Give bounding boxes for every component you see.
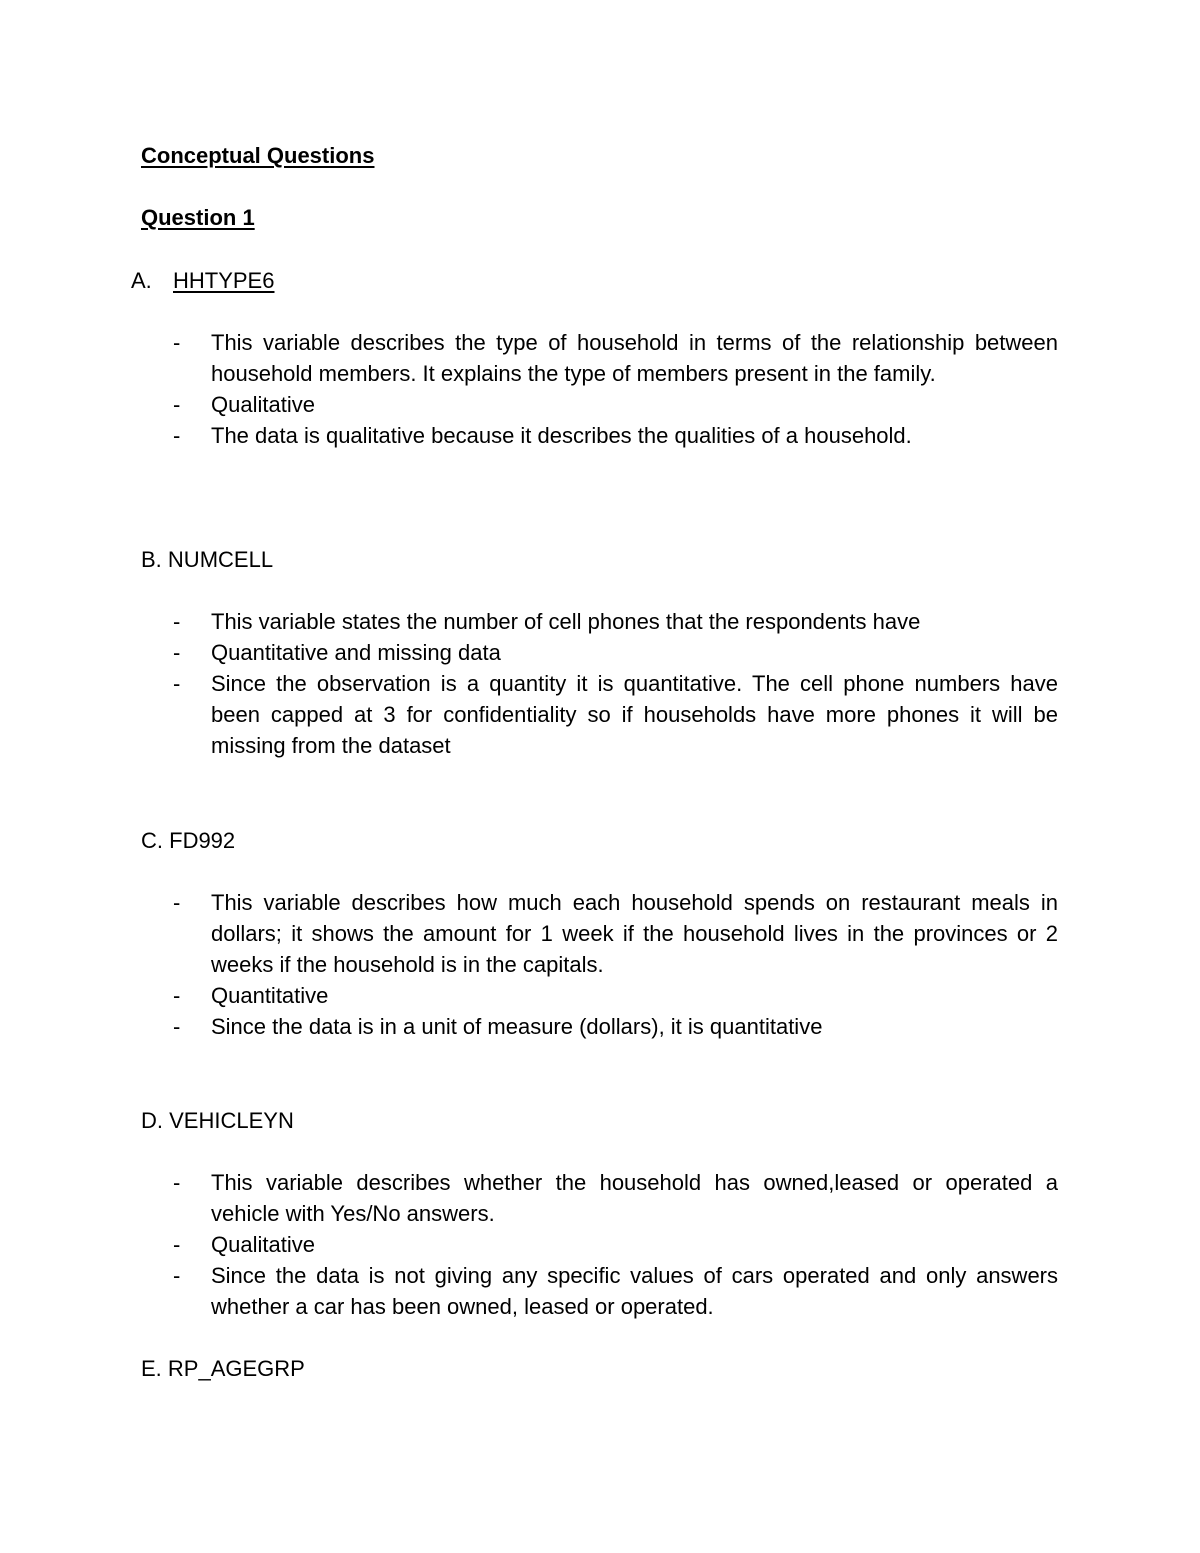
bullet-dash: - [173,1263,181,1288]
section-letter: E. [141,1356,162,1381]
bullet-dash: - [173,890,181,915]
list-item: - Quantitative [173,980,1058,1011]
bullet-dash: - [173,1232,181,1257]
bullet-dash: - [173,671,181,696]
section-letter: D. [141,1108,163,1133]
section-variable-name: RP_AGEGRP [167,1356,305,1381]
section-c-title [141,825,235,856]
section-letter: C. [141,828,163,853]
question-heading: Question 1 [141,205,255,230]
list-item: - Qualitative [173,389,1058,420]
section-a-title [131,265,274,296]
section-b-bullets [173,606,1058,761]
section-c-bullets [173,887,1058,1042]
section-variable-name: HHTYPE6 [173,268,275,293]
section-d-title [141,1105,294,1136]
bullet-dash: - [173,392,181,417]
list-item: - Since the data is not giving any specific values of cars operated and only answers whether a car has been owned, leased or operated. [173,1260,1058,1322]
section-variable-name: VEHICLEYN [169,1108,294,1133]
bullet-dash: - [173,1170,181,1195]
section-variable-name: FD992 [169,828,236,853]
document-title: Conceptual Questions [141,143,375,168]
list-item: - This variable describes whether the household has owned,leased or operated a vehicle with Yes/No answers. [173,1167,1058,1229]
list-item: - This variable describes the type of household in terms of the relationship between household members. It explains the type of members present in the family. [173,327,1058,389]
list-item: - Since the observation is a quantity it is quantitative. The cell phone numbers have been capped at 3 for confidentiality so if households have more phones it will be missing from the dataset [173,668,1058,761]
section-a-bullets [173,327,1058,451]
section-letter: A. [131,268,152,293]
bullet-dash: - [173,609,181,634]
list-item: - Since the data is in a unit of measure (dollars), it is quantitative [173,1011,1058,1042]
section-variable-name: NUMCELL [167,547,274,572]
section-d-bullets [173,1167,1058,1322]
bullet-dash: - [173,423,181,448]
list-item: - This variable describes how much each household spends on restaurant meals in dollars; it shows the amount for 1 week if the household lives in the provinces or 2 weeks if the household is in the capitals. [173,887,1058,980]
bullet-dash: - [173,640,181,665]
list-item: - The data is qualitative because it describes the qualities of a household. [173,420,1058,451]
bullet-dash: - [173,1014,181,1039]
bullet-dash: - [173,330,181,355]
bullet-dash: - [173,983,181,1008]
section-letter: B. [141,547,162,572]
list-item: - Qualitative [173,1229,1058,1260]
section-b-title [141,544,273,575]
list-item: - This variable states the number of cell phones that the respondents have [173,606,1058,637]
list-item: - Quantitative and missing data [173,637,1058,668]
section-e-title [141,1353,305,1384]
